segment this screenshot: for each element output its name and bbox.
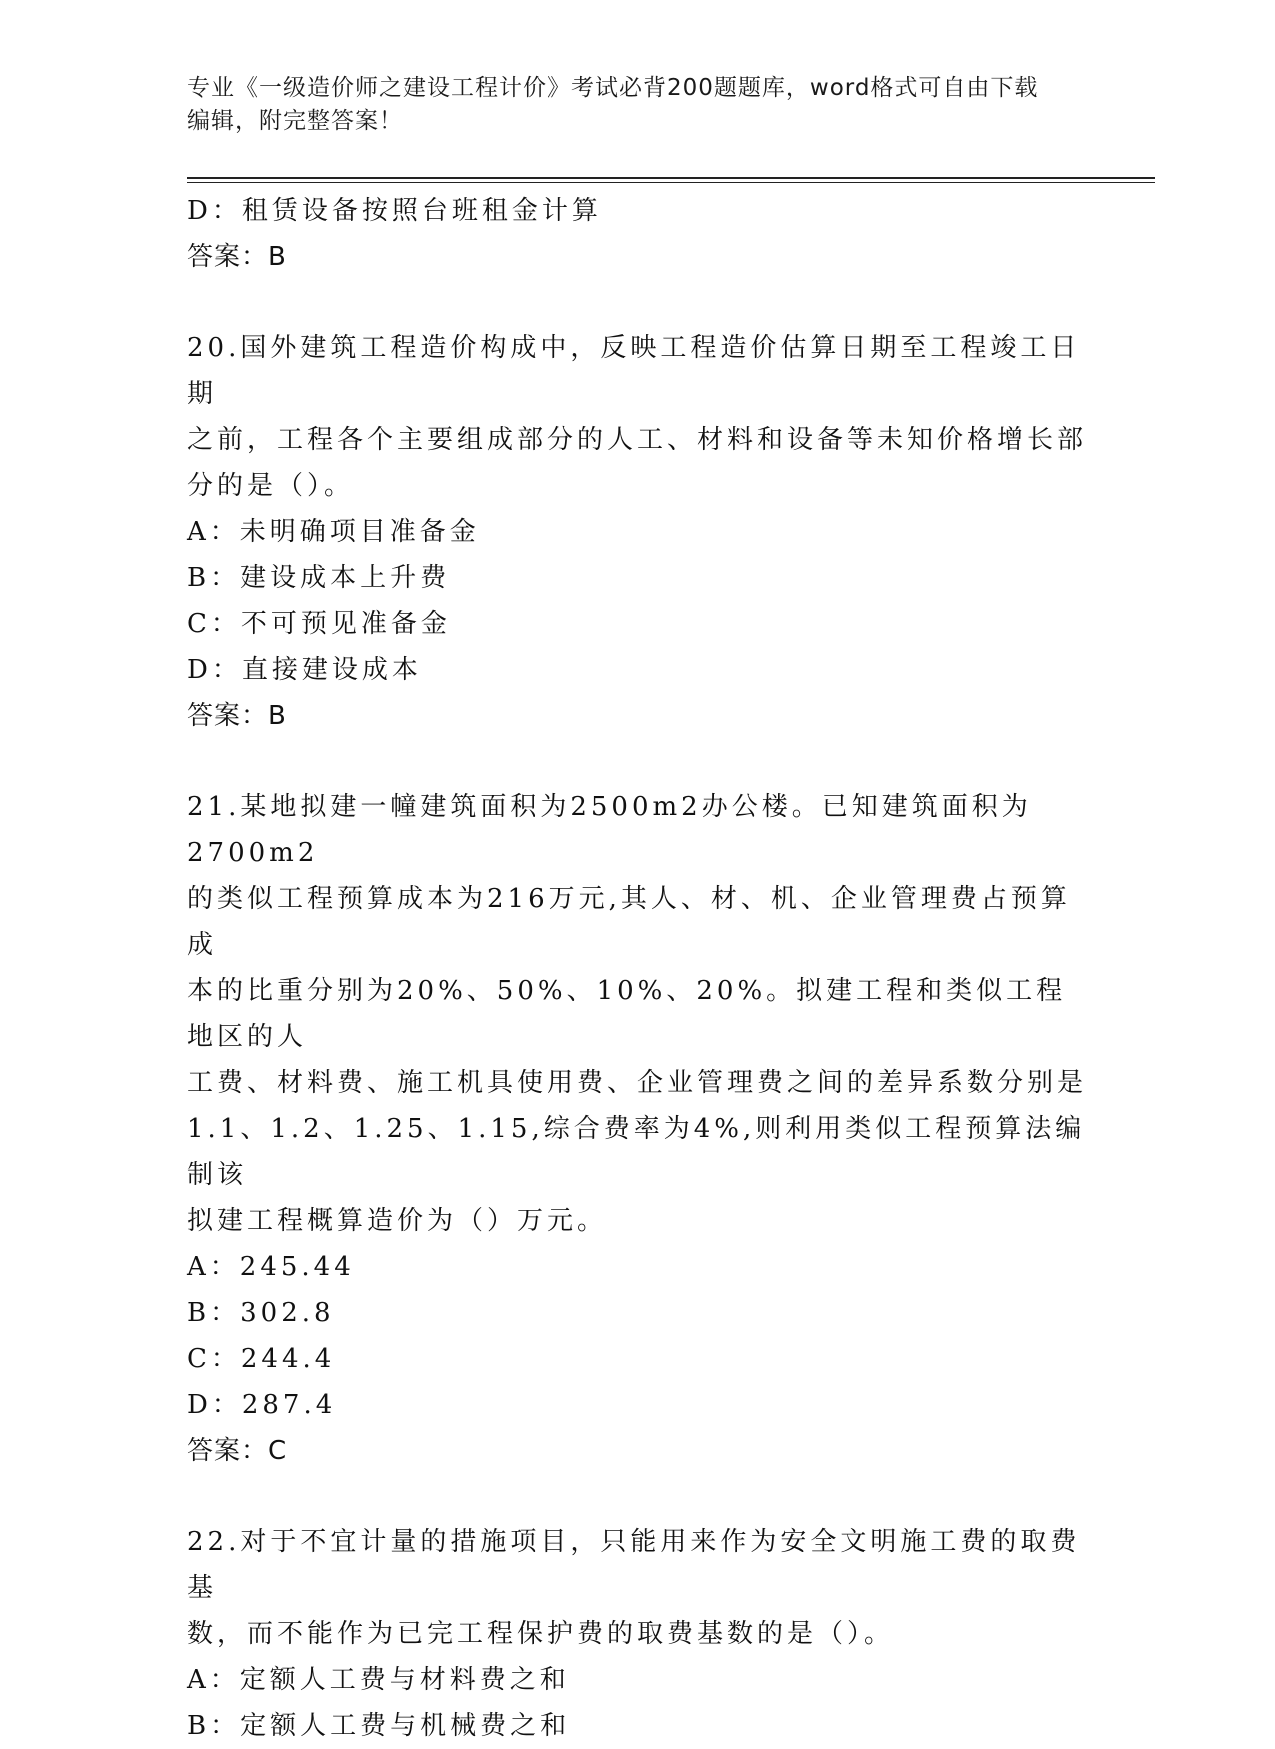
answer: 答案：B [187, 701, 287, 731]
question-19-tail [187, 188, 1087, 280]
header-line-2: 编辑，附完整答案！ [187, 108, 403, 134]
question-line: 之前，工程各个主要组成部分的人工、材料和设备等未知价格增长部 [187, 425, 1088, 455]
question-line: 20.国外建筑工程造价构成中，反映工程造价估算日期至工程竣工日期 [187, 333, 1081, 409]
question-22 [187, 1519, 1087, 1749]
answer: 答案：B [187, 242, 287, 272]
question-text [187, 325, 1087, 509]
option-a: A：定额人工费与材料费之和 [187, 1665, 570, 1695]
question-line: 的类似工程预算成本为216万元,其人、材、机、企业管理费占预算成 [187, 884, 1071, 960]
question-line: 1.1、1.2、1.25、1.15,综合费率为4%,则利用类似工程预算法编制该 [187, 1114, 1086, 1190]
question-line: 拟建工程概算造价为（）万元。 [187, 1206, 608, 1236]
question-line: 21.某地拟建一幢建筑面积为2500m2办公楼。已知建筑面积为2700m2 [187, 792, 1032, 868]
header-line-1: 专业《一级造价师之建设工程计价》考试必背200题题库，word格式可自由下载 [187, 75, 1039, 101]
option-d: D：租赁设备按照台班租金计算 [187, 196, 602, 226]
option-a: A：245.44 [187, 1252, 355, 1282]
page-header [187, 72, 1087, 138]
question-line: 22.对于不宜计量的措施项目，只能用来作为安全文明施工费的取费基 [187, 1527, 1081, 1603]
option-d: D：287.4 [187, 1390, 337, 1420]
question-20 [187, 325, 1087, 739]
option-b: B：302.8 [187, 1298, 335, 1328]
question-line: 数，而不能作为已完工程保护费的取费基数的是（）。 [187, 1619, 895, 1649]
option-c: C：244.4 [187, 1344, 336, 1374]
question-text [187, 784, 1087, 1244]
question-line: 分的是（）。 [187, 471, 355, 501]
question-line: 工费、材料费、施工机具使用费、企业管理费之间的差异系数分别是 [187, 1068, 1088, 1098]
document-body [187, 188, 1087, 1749]
header-divider-thin [187, 182, 1155, 183]
question-21 [187, 784, 1087, 1474]
answer: 答案：C [187, 1436, 288, 1466]
question-text [187, 1519, 1087, 1657]
option-b: B：建设成本上升费 [187, 563, 451, 593]
header-divider [187, 177, 1155, 179]
question-line: 本的比重分别为20%、50%、10%、20%。拟建工程和类似工程地区的人 [187, 976, 1067, 1052]
option-c: C：不可预见准备金 [187, 609, 451, 639]
option-d: D：直接建设成本 [187, 655, 422, 685]
option-b: B：定额人工费与机械费之和 [187, 1711, 571, 1741]
option-a: A：未明确项目准备金 [187, 517, 480, 547]
